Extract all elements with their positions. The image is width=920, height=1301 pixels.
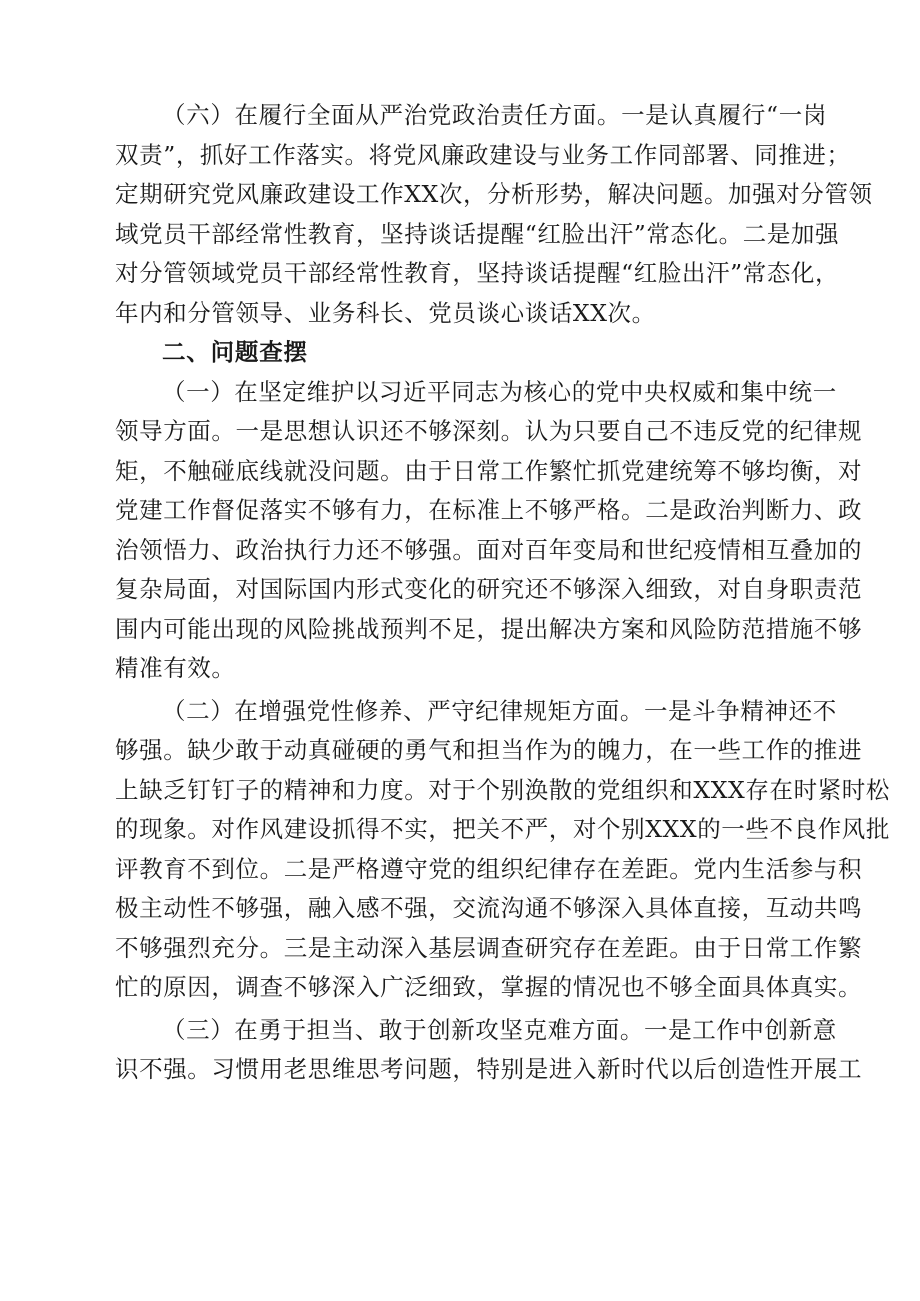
paragraph-line: 忙的原因，调查不够深入广泛细致，掌握的情况也不够全面具体真实。 [115,973,863,1001]
paragraph-six [115,96,873,333]
paragraph-line: 治领悟力、政治执行力还不够强。面对百年变局和世纪疫情相互叠加的 [115,535,863,564]
paragraph-line: 围内可能出现的风险挑战预判不足，提出解决方案和风险防范措施不够 [115,614,863,643]
paragraph-line: 评教育不到位。二是严格遵守党的组织纪律存在差距。党内生活参与积 [115,854,863,883]
paragraph-three [115,1011,863,1090]
paragraph-line: 年内和分管领导、业务科长、党员谈心谈话XX次。 [115,298,656,327]
paragraph-line: （二）在增强党性修养、严守纪律规矩方面。一是斗争精神还不 [162,696,837,725]
paragraph-line: 矩，不触碰底线就没问题。由于日常工作繁忙抓党建统筹不够均衡，对 [115,456,863,485]
paragraph-line: 党建工作督促落实不够有力，在标准上不够严格。二是政治判断力、政 [115,496,863,524]
paragraph-line: 精准有效。 [115,654,236,682]
paragraph-line: （三）在勇于担当、敢于创新攻坚克难方面。一是工作中创新意 [162,1015,837,1044]
paragraph-line: 够强。缺少敢于动真碰硬的勇气和担当作为的魄力，在一些工作的推进 [115,736,863,764]
paragraph-line: 上缺乏钉钉子的精神和力度。对于个别涣散的党组织和XXX存在时紧时松 [115,775,890,804]
section-heading: 二、问题查摆 [162,338,308,366]
paragraph-one [115,373,863,689]
paragraph-line: 不够强烈充分。三是主动深入基层调查研究存在差距。由于日常工作繁 [115,933,863,962]
paragraph-line: 复杂局面，对国际国内形式变化的研究还不够深入细致，对自身职责范 [115,575,863,603]
paragraph-two [115,692,890,1008]
paragraph-line: 双责”，抓好工作落实。将党风廉政建设与业务工作同部署、同推进； [115,140,851,169]
paragraph-line: 领导方面。一是思想认识还不够深刻。认为只要自己不违反党的纪律规 [115,417,863,445]
paragraph-line: （六）在履行全面从严治党政治责任方面。一是认真履行“一岗 [162,101,827,129]
paragraph-line: 识不强。习惯用老思维思考问题，特别是进入新时代以后创造性开展工 [115,1055,863,1083]
paragraph-line: 极主动性不够强，融入感不强，交流沟通不够深入具体直接，互动共鸣 [115,894,863,922]
paragraph-line: 定期研究党风廉政建设工作XX次，分析形势，解决问题。加强对分管领 [115,180,873,208]
document-page [115,96,890,1090]
paragraph-line: （一）在坚定维护以习近平同志为核心的党中央权威和集中统一 [162,377,837,406]
paragraph-line: 域党员干部经常性教育，坚持谈话提醒“红脸出汗”常态化。二是加强 [115,219,840,248]
paragraph-line: 对分管领域党员干部经常性教育，坚持谈话提醒“红脸出汗”常态化， [115,259,840,287]
paragraph-line: 的现象。对作风建设抓得不实，把关不严，对个别XXX的一些不良作风批 [115,815,890,843]
